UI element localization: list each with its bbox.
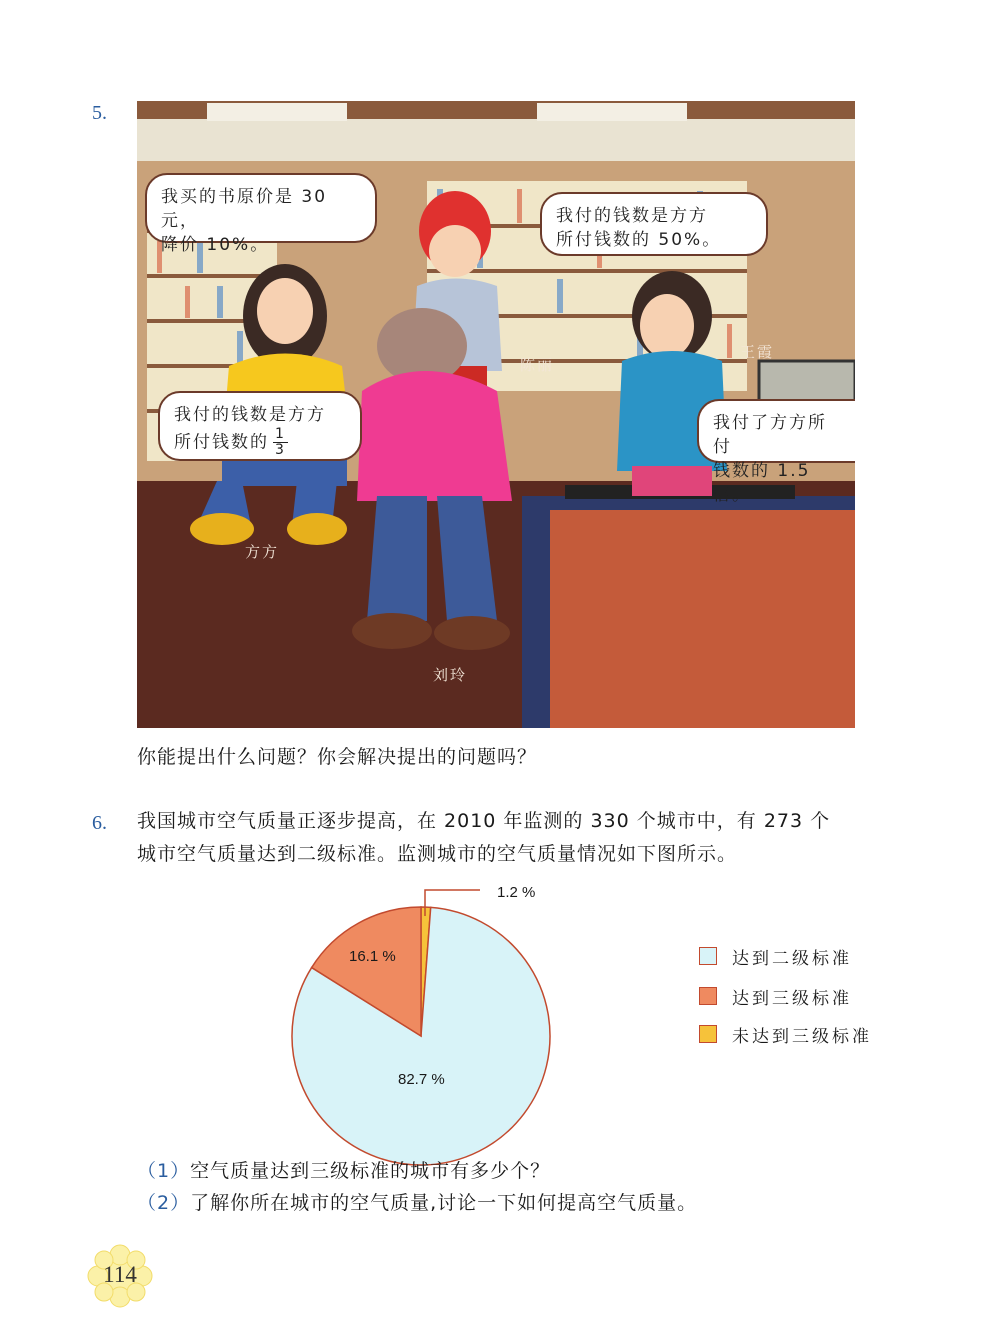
- air-quality-pie-chart: [290, 905, 552, 1167]
- fraction-denominator: 3: [275, 442, 286, 458]
- legend-label-level3: 达到三级标准: [732, 989, 852, 1009]
- name-label-liuling: 刘玲: [433, 666, 468, 684]
- sub-question-1-number: （1）: [137, 1160, 191, 1182]
- slice-label-level3: 16.1 %: [349, 948, 396, 965]
- speech-bubble-wangxia: [697, 399, 855, 505]
- legend-label-not-reached: 未达到三级标准: [732, 1027, 872, 1047]
- bubble-line-text: 所付钱数的: [174, 432, 269, 453]
- sub-question-1: [137, 1156, 550, 1183]
- legend-swatch-not-reached: [699, 1025, 717, 1043]
- slice-label-level2: 82.7 %: [398, 1071, 445, 1088]
- bubble-line: 我付的钱数是方方: [174, 405, 326, 425]
- sub-question-1-text: 空气质量达到三级标准的城市有多少个？: [190, 1160, 551, 1182]
- question-5-number: 5.: [92, 102, 107, 124]
- sub-question-2-text: 了解你所在城市的空气质量,讨论一下如何提高空气质量。: [190, 1192, 698, 1214]
- sub-question-2: [137, 1188, 697, 1215]
- bubble-line: 我付的钱数是方方: [556, 206, 708, 226]
- speech-bubble-chenli: [540, 192, 768, 256]
- bubble-line: 我付了方方所付: [713, 413, 827, 457]
- page-number-badge: [84, 1244, 156, 1308]
- legend-swatch-level3: [699, 987, 717, 1005]
- bubble-line: 钱数的 1.5 倍。: [713, 461, 811, 505]
- fraction-numerator: 1: [275, 426, 286, 442]
- question-5-prompt: 你能提出什么问题？你会解决提出的问题吗？: [137, 746, 538, 768]
- fraction-one-third: [273, 427, 288, 458]
- question-6-text-line2: 城市空气质量达到二级标准。监测城市的空气质量情况如下图所示。: [137, 843, 738, 865]
- legend-swatch-level2: [699, 947, 717, 965]
- speech-bubble-liuling: [158, 391, 362, 461]
- speech-bubble-fangfang: [145, 173, 377, 255]
- bubble-line: 所付钱数的 50%。: [556, 230, 722, 250]
- name-label-wangxia: 王霞: [740, 343, 775, 361]
- sub-question-2-number: （2）: [137, 1192, 191, 1214]
- bubble-line: 我买的书原价是 30 元，: [161, 187, 328, 231]
- question-6-text-line1: 我国城市空气质量正逐步提高，在 2010 年监测的 330 个城市中，有 273 个: [137, 810, 831, 832]
- legend-label-level2: 达到二级标准: [732, 949, 852, 969]
- question-6-number: 6.: [92, 812, 107, 834]
- slice-label-not-reached-level3: 1.2 %: [497, 884, 536, 901]
- bubble-line: [174, 427, 346, 458]
- name-label-fangfang: 方方: [245, 543, 280, 561]
- name-label-chenli: 陈丽: [520, 356, 555, 374]
- bubble-line: 降价 10%。: [161, 235, 270, 255]
- page-number: 114: [103, 1262, 137, 1287]
- bookstore-illustration: [137, 101, 855, 728]
